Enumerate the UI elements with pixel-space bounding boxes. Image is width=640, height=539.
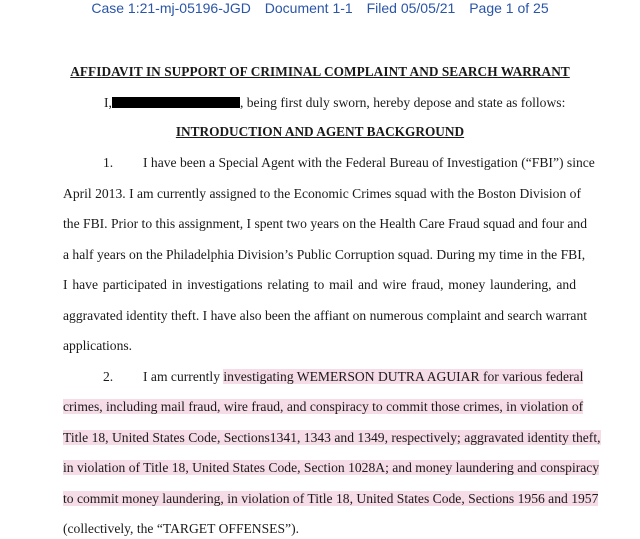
depose-line — [104, 95, 565, 111]
paragraph-2-line-1 — [63, 368, 584, 385]
line-text: I am currently — [143, 368, 224, 384]
line-text: I have been a Special Agent with the Federal Bureau of Investigation (“FBI”) since — [143, 155, 595, 170]
document-title: AFFIDAVIT IN SUPPORT OF CRIMINAL COMPLAINT AND SEARCH WARRANT — [70, 64, 570, 79]
highlighted-text: in violation of Title 18, United States Code, Section 1028A; and money laundering and conspiracy — [63, 460, 600, 475]
highlighted-text: Title 18, United States Code, Sections1341, 1343 and 1349, respectively; aggravated identity theft, — [63, 429, 601, 445]
paragraph-2-line-6: (collectively, the “TARGET OFFENSES”). — [63, 521, 300, 536]
filed-date: Filed 05/05/21 — [366, 0, 456, 16]
case-header — [0, 0, 640, 16]
paragraph-2-line-5 — [63, 490, 599, 507]
paragraph-1-line-2: April 2013. I am currently assigned to the Economic Crimes squad with the Boston Division of — [63, 185, 581, 201]
depose-prefix: I, — [104, 95, 112, 110]
highlighted-text: crimes, including mail fraud, wire fraud, and conspiracy to commit those crimes, in violation of — [63, 399, 584, 414]
case-number: Case 1:21-mj-05196-JGD — [91, 0, 251, 16]
paragraph-1-line-5: I have participated in investigations relating to mail and wire fraud, money laundering, and — [63, 277, 576, 292]
highlighted-text: to commit money laundering, in violation of Title 18, United States Code, Sections 1956 and 1957 — [63, 490, 599, 506]
redaction-bar — [112, 97, 240, 108]
page-indicator: Page 1 of 25 — [469, 0, 549, 16]
paragraph-1-line-4: a half years on the Philadelphia Division’s Public Corruption squad. During my time in the FBI, — [63, 246, 586, 262]
paragraph-1-line-7: applications. — [63, 338, 133, 353]
depose-suffix: , being first duly sworn, hereby depose and state as follows: — [239, 95, 566, 110]
paragraph-2-line-4 — [63, 459, 600, 476]
document-number: Document 1-1 — [264, 0, 353, 16]
paragraph-1-line-6: aggravated identity theft. I have also been the affiant on numerous complaint and search warrant — [63, 307, 588, 323]
paragraph-number: 1. — [103, 155, 114, 170]
paragraph-number: 2. — [103, 368, 114, 384]
highlighted-text: investigating WEMERSON DUTRA AGUIAR for various federal — [223, 368, 584, 384]
paragraph-1-line-1 — [63, 154, 595, 171]
paragraph-2-line-3 — [63, 429, 601, 446]
paragraph-2-line-2 — [63, 398, 584, 415]
section-heading: INTRODUCTION AND AGENT BACKGROUND — [175, 124, 465, 139]
paragraph-1-line-3: the FBI. Prior to this assignment, I spent two years on the Health Care Fraud squad and four and — [63, 216, 588, 231]
